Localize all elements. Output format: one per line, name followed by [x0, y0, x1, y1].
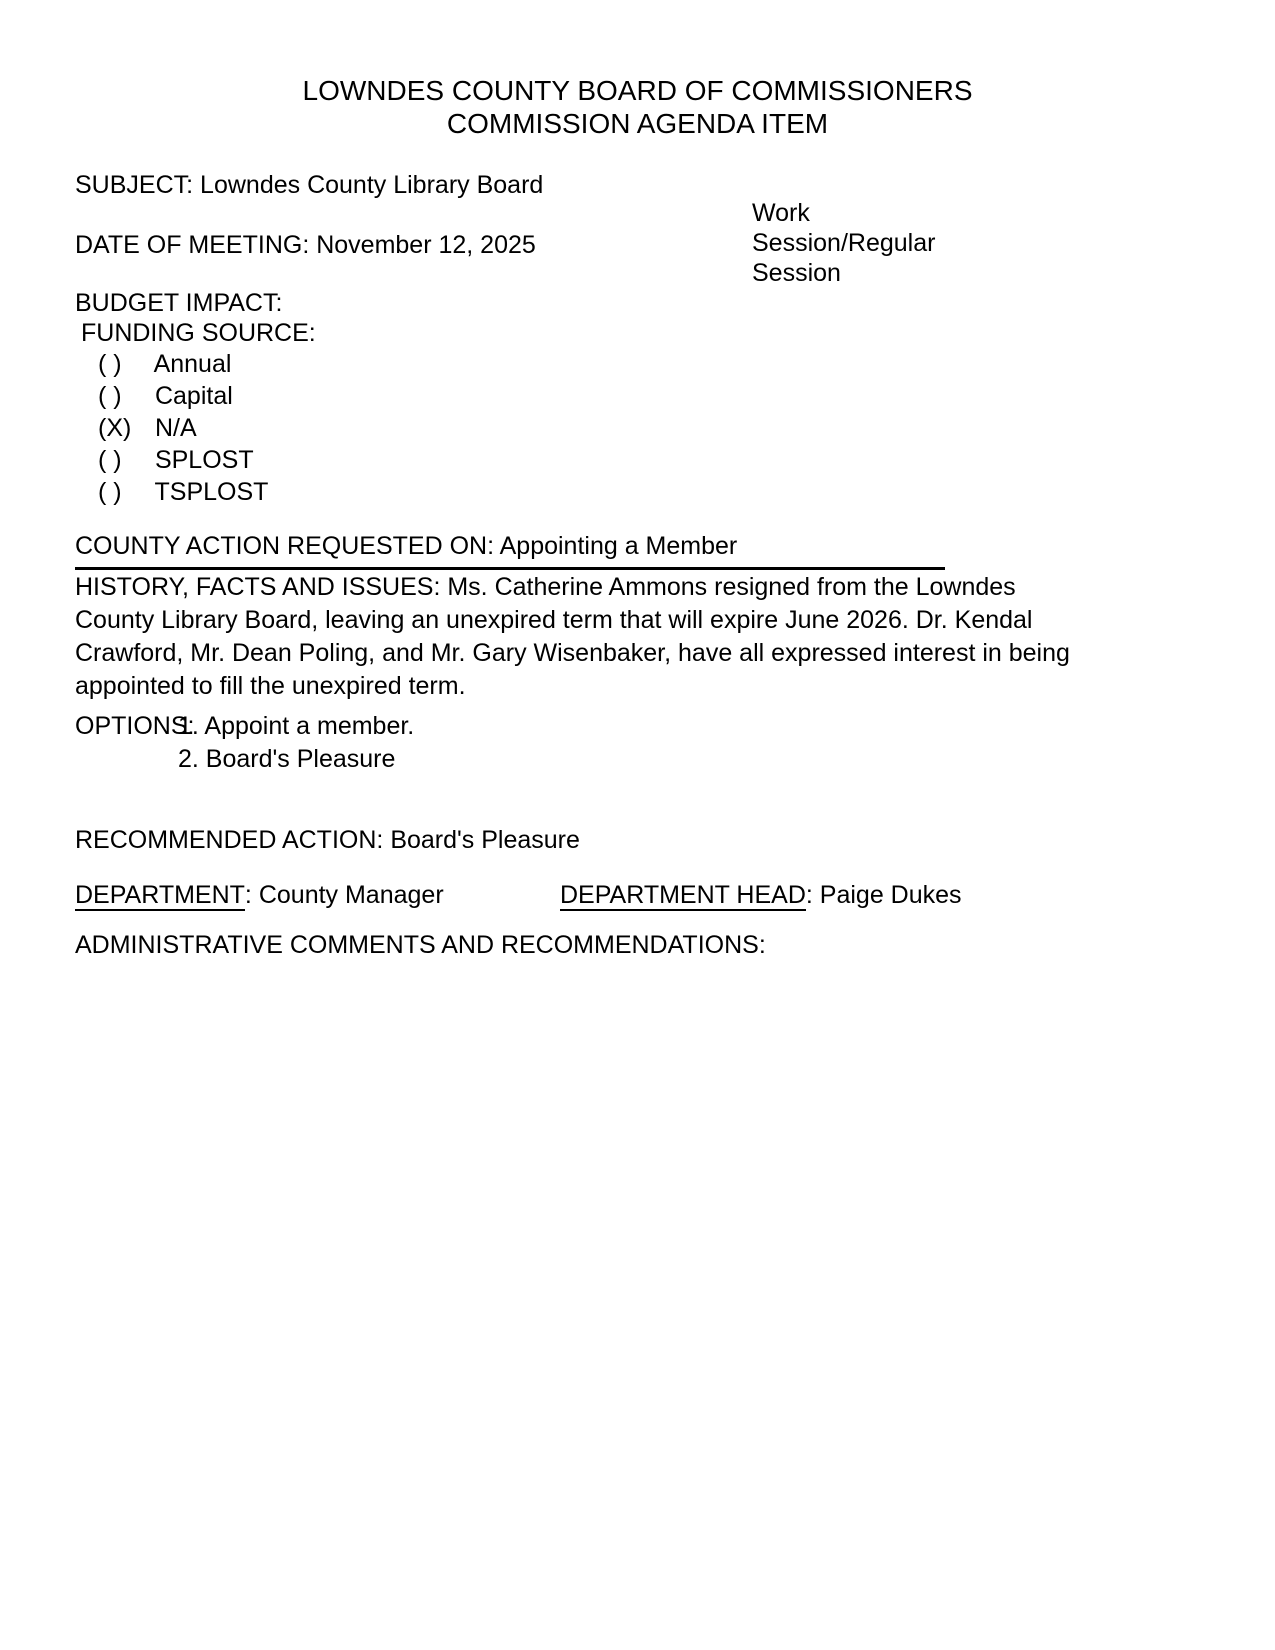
funding-option-label: SPLOST: [154, 446, 254, 474]
document-title: [0, 74, 1275, 140]
department-head-line: [560, 880, 962, 911]
subject-line: [75, 170, 543, 201]
budget-impact-label: BUDGET IMPACT:: [75, 289, 283, 317]
budget-impact-line: [75, 288, 282, 319]
checkbox-mark-checked: (X): [98, 414, 132, 442]
title-line-2: COMMISSION AGENDA ITEM: [446, 108, 829, 139]
funding-option-capital: [98, 380, 268, 412]
meeting-date-label: DATE OF MEETING:: [75, 231, 310, 259]
session-line-2: Session/Regular: [752, 229, 936, 257]
funding-option-annual: [98, 348, 268, 380]
department-colon: :: [244, 881, 252, 909]
session-type-block: [752, 198, 952, 288]
funding-option-na: [98, 412, 268, 444]
option-item-1: 1. Appoint a member.: [178, 712, 415, 740]
history-label: HISTORY, FACTS AND ISSUES:: [75, 573, 441, 601]
county-action-value: Appointing a Member: [499, 532, 738, 560]
department-head-label: DEPARTMENT HEAD: [560, 881, 806, 909]
options-list: [178, 710, 414, 776]
checkbox-mark: ( ): [98, 350, 122, 378]
recommended-action-line: [75, 825, 580, 856]
option-item-2: 2. Board's Pleasure: [178, 745, 396, 773]
meeting-date-value: November 12, 2025: [316, 231, 536, 259]
title-line-1: LOWNDES COUNTY BOARD OF COMMISSIONERS: [302, 75, 973, 106]
funding-option-label: Annual: [153, 350, 232, 378]
funding-source-list: [98, 348, 268, 508]
subject-label: SUBJECT:: [75, 171, 194, 199]
checkbox-mark: ( ): [98, 478, 122, 506]
funding-option-splost: [98, 444, 268, 476]
county-action-label: COUNTY ACTION REQUESTED ON:: [75, 532, 495, 560]
department-label: DEPARTMENT: [75, 881, 245, 909]
funding-option-label: N/A: [154, 414, 197, 442]
recommended-action-label: RECOMMENDED ACTION:: [75, 826, 384, 854]
meeting-date-line: [75, 230, 536, 261]
recommended-action-value: Board's Pleasure: [390, 826, 580, 854]
admin-comments-line: [75, 930, 766, 961]
department-line: [75, 880, 444, 911]
county-action-line: [75, 531, 945, 570]
department-head-value: Paige Dukes: [819, 881, 962, 909]
session-line-3: Session: [752, 259, 841, 287]
options-section: [75, 710, 414, 776]
session-line-1: Work: [752, 199, 810, 227]
history-facts-paragraph: [75, 571, 1100, 703]
checkbox-mark: ( ): [98, 382, 122, 410]
options-label: OPTIONS:: [75, 712, 195, 740]
admin-comments-label: ADMINISTRATIVE COMMENTS AND RECOMMENDATIONS:: [75, 931, 766, 959]
funding-source-line: [81, 318, 316, 349]
funding-source-label: FUNDING SOURCE:: [81, 319, 316, 347]
subject-value: Lowndes County Library Board: [200, 171, 544, 199]
department-head-colon: :: [805, 881, 813, 909]
history-text: Ms. Catherine Ammons resigned from the Lowndes County Library Board, leaving an unexpired term that will expire June 2026. Dr. Kendal Crawford, Mr. Dean Poling, and Mr. Gary Wisenbaker, have all expressed interest in being appointed to fill the unexpired term.: [75, 573, 1070, 700]
funding-option-label: Capital: [154, 382, 233, 410]
department-value: County Manager: [258, 881, 444, 909]
funding-option-label: TSPLOST: [154, 478, 269, 506]
checkbox-mark: ( ): [98, 446, 122, 474]
funding-option-tsplost: [98, 476, 268, 508]
